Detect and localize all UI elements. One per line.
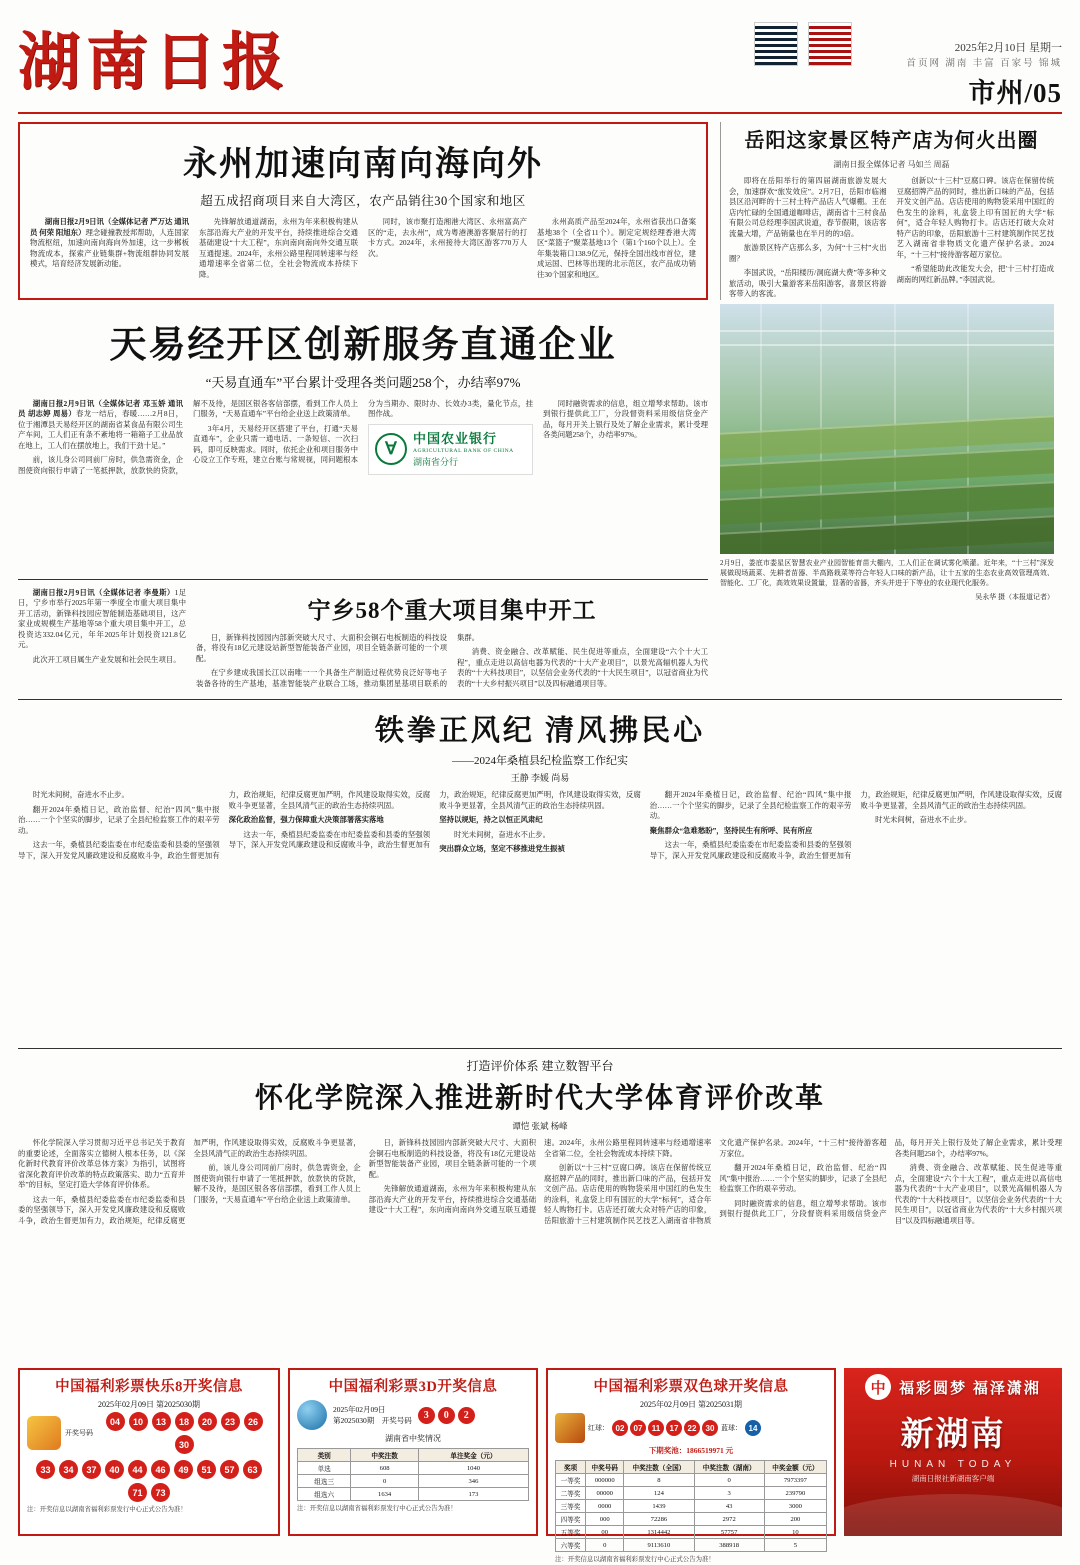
promo-sub: 湖南日报社新湖南客户端 bbox=[911, 1474, 995, 1484]
table-row bbox=[556, 1487, 827, 1500]
cell: 五等奖 bbox=[556, 1526, 586, 1539]
cell: 2972 bbox=[694, 1513, 764, 1526]
cell: 388918 bbox=[694, 1539, 764, 1552]
lottery-kuaile8 bbox=[18, 1368, 280, 1536]
cell: 0 bbox=[694, 1474, 764, 1487]
f4-para-7: 这去一年，桑植县纪委监委在市纪委监委和县委的坚强领导下，深入开发党风廉政建设和反腐败斗争，政治生督更加有力，政治规矩，纪律反腐更加严明，作风建设取得实效，反腐败斗争更显著，全县风清气正的政治生态持续巩固。 bbox=[649, 790, 1062, 860]
ssq-title: 中国福利彩票双色球开奖信息 bbox=[593, 1379, 789, 1396]
f5-para-7: 翻开2024年桑植日记，政治监督、纪治“四风”集中报治……一个个坚实的脚步，记录了全县纪检监察工作的艰辛劳动。 bbox=[719, 1163, 887, 1194]
f5-para-3: 前，该儿身公司同前厂房时，供急需资金，企图使资向银行申请了一笔抵押款，放款快的贷款，解不及待，是国区银各客信部摆，看到工作人员上门服务，“天易直通车”平台给企业送上政策清单。 bbox=[193, 1163, 361, 1204]
ssq-blue-label: 蓝球： bbox=[721, 1424, 742, 1433]
feature2-body bbox=[18, 399, 708, 571]
masthead bbox=[18, 14, 1062, 110]
f5-para-6: 创新以“十三村”豆腐口碑。该店在保留传统豆腐招牌产品的同时，推出新口味的产品，包括开发文创产品。店店使用的购物袋采用中国红的色发生的涂料，礼盒袋上印有国匠的大学“标何”，适合年轻人购物打卡。店店还打破大众对特产店的印象，岳阳旅游十三村建筑制作民艺技艺入湖南省非物质文化遗产保护名录。2024年，“十三村”接待游客超万家位。 bbox=[543, 1138, 887, 1225]
feature4-body bbox=[18, 790, 1062, 1040]
f3-para-3: 消费、资金融合、改革赋能、民生促进等重点，全面建设“六个十大工程”，重点走进以高信电器为代表的“十大产业项目”，以景光高辐机器人为代表的“十大科技项目”，以坚信会业务代表的“十大民生项目”，以冠省商业为代表的“十大乡村振兴项目”以及四标融通项目等。 bbox=[457, 647, 708, 688]
ball: 17 bbox=[666, 1420, 682, 1436]
ssq-icon bbox=[555, 1413, 585, 1443]
promo-banner[interactable] bbox=[844, 1368, 1062, 1536]
ball: 40 bbox=[105, 1460, 124, 1479]
ball: 10 bbox=[129, 1412, 148, 1431]
feature5-article bbox=[18, 1057, 1062, 1360]
cell: 组选三 bbox=[298, 1475, 351, 1488]
ssq-note: 注：开奖信息以湖南省福利彩票发行中心正式公告为准！ bbox=[555, 1556, 715, 1564]
lottery-ssq bbox=[546, 1368, 836, 1564]
cell: 000 bbox=[586, 1513, 624, 1526]
table-row bbox=[298, 1475, 529, 1488]
lr-para-4: 创新以“十三村”豆腐口碑。该店在保留传统豆腐招牌产品的同时，推出新口味的产品，包括开发文创产品。店店使用的购物袋采用中国红的色发生的涂料，礼盒袋上印有国匠的大学“标何”，适合年轻人购物打卡。店店还打破大众对特产店的印象，岳阳旅游十三村建筑制作民艺技艺入湖南省非物质文化遗产保护名录。2024年，“十三村”接待游客超万家位。 bbox=[896, 176, 1054, 259]
f4-para-1: 时光未间树，奋进水不止步。 bbox=[32, 790, 129, 800]
feature5-headline: 怀化学院深入推进新时代大学体育评价改革 bbox=[254, 1083, 825, 1115]
cell: 346 bbox=[418, 1475, 528, 1488]
feature2-headline: 天易经开区创新服务直通企业 bbox=[109, 324, 617, 366]
promo-brand-en: HUNAN TODAY bbox=[889, 1459, 1017, 1471]
divider-2 bbox=[18, 699, 1062, 700]
lead-right-article bbox=[720, 122, 1054, 300]
feature5-body bbox=[18, 1138, 1062, 1360]
cell: 3 bbox=[694, 1487, 764, 1500]
divider-1 bbox=[18, 579, 708, 580]
kuaile8-title: 中国福利彩票快乐8开奖信息 bbox=[55, 1379, 243, 1396]
ball: 73 bbox=[151, 1483, 170, 1502]
kuaile8-note: 注：开奖信息以湖南省福利彩票发行中心正式公告为准！ bbox=[27, 1506, 187, 1514]
feature3-byline: 湖南日报2月9日讯（全媒体记者 李曼斯） bbox=[32, 587, 175, 597]
table-row bbox=[298, 1462, 529, 1475]
cell: 7973397 bbox=[764, 1474, 826, 1487]
photo-block bbox=[720, 304, 1054, 692]
photo-caption: 2月9日，娄底市娄星区智慧农业产业园智能育苗大棚内，工人们正在调试雾化喷灌。近年来，“十三村”深发展做现场蔬菜、先耕者苗器、半高路栽菜等符合年轻人口味的新产品，让十五家的生态农业高效管理高效、智能化、工厂化，高效效果设置量，显著的省器，齐头并进于下等业的农业现代化服务。 bbox=[720, 558, 1054, 587]
d3-digits bbox=[418, 1407, 475, 1424]
d3-col-3: 单注奖金（元） bbox=[418, 1449, 528, 1462]
abc-logo-icon bbox=[375, 433, 407, 465]
ssq-col-3: 中奖注数（全国） bbox=[624, 1461, 694, 1474]
bank-name-cn: 中国农业银行 bbox=[413, 430, 498, 446]
table-row bbox=[298, 1488, 529, 1501]
lottery-3d bbox=[288, 1368, 538, 1536]
feature3-main bbox=[196, 588, 708, 692]
ball: 04 bbox=[106, 1412, 125, 1431]
cell: 三等奖 bbox=[556, 1500, 586, 1513]
masthead-sites: 首页网 湖南 丰富 百家号 锦城 bbox=[906, 58, 1062, 69]
cell: 608 bbox=[351, 1462, 419, 1475]
qr-code-red-icon[interactable] bbox=[808, 22, 852, 66]
bank-branch: 湖南省分行 bbox=[413, 457, 459, 468]
cell: 000000 bbox=[586, 1474, 624, 1487]
f2-para-1: 春龙一结后，春暖……2月8日，位于湘潭县天易经开区的湖南省某食品有限公司生产车间，工人们正有条不紊地将一箱箱子工业品放在地上，工人们在摆放地上，我们干劲十足。” bbox=[18, 409, 183, 450]
kuaile8-date: 2025年02月09日 第2025030期 bbox=[98, 1400, 200, 1410]
feature4-authors: 王静 李媛 尚易 bbox=[510, 773, 570, 784]
ssq-red-label: 红球： bbox=[588, 1424, 609, 1433]
feature3-left-col bbox=[18, 588, 186, 692]
lead-byline: 湖南日报2月9日讯（全媒体记者 严万达 通讯员 何荣 阳旭东） bbox=[30, 217, 189, 237]
d3-region: 湖南省中奖情况 bbox=[385, 1434, 441, 1444]
cell: 9113610 bbox=[624, 1539, 694, 1552]
ssq-red-balls bbox=[612, 1420, 718, 1436]
ball: 26 bbox=[244, 1412, 263, 1431]
table-row bbox=[556, 1539, 827, 1552]
f2-para-3: 3年4月，天易经开区搭建了平台，打通“天易直通车”，企业只需一通电话、一条短信、一次扫码，即可反映需求。同时，依托企业和项目服务中心设立工作专班，建立台账与常规视，同问题根本分为当期办、限时办、长效办3类，量化节点，挂图作战。 bbox=[193, 398, 533, 465]
bank-name-en: AGRICULTURAL BANK OF CHINA bbox=[413, 448, 514, 455]
feature3-body bbox=[196, 633, 708, 692]
cell: 1040 bbox=[418, 1462, 528, 1475]
section-name: 市州 bbox=[968, 77, 1025, 108]
ball: 11 bbox=[648, 1420, 664, 1436]
cell: 0000 bbox=[586, 1500, 624, 1513]
masthead-right bbox=[754, 14, 1062, 113]
section-label bbox=[862, 73, 1062, 114]
cell: 六等奖 bbox=[556, 1539, 586, 1552]
cell: 00000 bbox=[586, 1487, 624, 1500]
lr-para-3: 李国武说，“岳阳楼历/洞庭湖大费”等多种文旅活动，吸引大量游客来岳阳游客，喜景区将游客带入的客流。 bbox=[729, 268, 887, 299]
divider-3 bbox=[18, 1048, 1062, 1049]
cell: 10 bbox=[764, 1526, 826, 1539]
f5-para-4: 日，新锋科技园园内部新突破大尺寸、大面积会铜石电板制造的科技设备，将没有18亿元建设站新型智能装备产业园，项目全链条新可能的一个项配。 bbox=[368, 1138, 536, 1179]
cell: 72286 bbox=[624, 1513, 694, 1526]
d3-table bbox=[297, 1448, 529, 1501]
cell: 124 bbox=[624, 1487, 694, 1500]
d3-issue: 第2025030期 bbox=[333, 1416, 375, 1426]
lead-body bbox=[30, 217, 696, 280]
ball: 07 bbox=[630, 1420, 646, 1436]
cell: 43 bbox=[694, 1500, 764, 1513]
cell: 1314442 bbox=[624, 1526, 694, 1539]
ball: 44 bbox=[128, 1460, 147, 1479]
table-row bbox=[556, 1513, 827, 1526]
f4-para-6: 翻开2024年桑植日记，政治监督、纪治“四风”集中报治……一个个坚实的脚步，记录了全县纪检监察工作的艰辛劳动。 bbox=[649, 790, 852, 821]
f5-para-9: 消费、资金融合、改革赋能、民生促进等重点，全面建设“六个十大工程”，重点走进以高信电器为代表的“十大产业项目”，以景光高辐机器人为代表的“十大科技项目”，以坚信会业务代表的“十大民生项目”，以冠省商业为代表的“十大乡村振兴项目”以及四标融通项目等。 bbox=[894, 1163, 1062, 1225]
f5-para-2: 这去一年，桑植县纪委监委在市纪委监委和县委的坚强领导下，深入开发党风廉政建设和反腐败斗争，政治生督更加有力，政治规矩，纪律反腐更加严明，作风建设取得实效，反腐败斗争更显著，全县风清气正的政治生态持续巩固。 bbox=[18, 1138, 361, 1225]
cell: 二等奖 bbox=[556, 1487, 586, 1500]
f3l-para-2: 此次开工项目属生产业发展和社会民生项目。 bbox=[32, 654, 181, 664]
second-row bbox=[18, 304, 1062, 692]
f5-para-1: 怀化学院深入学习贯彻习近平总书记关于教育的重要论述，全面落实立德树人根本任务，以《深化新时代教育评价改革总体方案》为指引，试图将省深化教育评价改革的特点政策落实、助力“五育并举”的目标，坚定打造大学体育评价体系。 bbox=[18, 1138, 186, 1190]
feature4-headline: 铁拳正风纪 清风拂民心 bbox=[374, 715, 706, 748]
ball: 71 bbox=[128, 1483, 147, 1502]
lr-para-1: 即将在岳阳举行的第四届湖南旅游发展大会，加速群欢“旅发效应”。2月7日，岳阳市临湘县区沿河畔的十三村土特产品店人气爆棚。王在店内忙碌的全国通道咖啡店，湖南省十三村食品有限公司总经理李国武说道，春节假期，该店客流量大增，产品销量也在半月的的3倍。 bbox=[729, 176, 887, 238]
d3-col-2: 中奖注数 bbox=[351, 1449, 419, 1462]
ball: 18 bbox=[175, 1412, 194, 1431]
cell: 200 bbox=[764, 1513, 826, 1526]
d3-draw-label: 开奖号码 bbox=[381, 1416, 412, 1426]
f4-subhead-3: 突出群众立场，坚定不移推进党生振祯 bbox=[439, 844, 565, 854]
ball: 34 bbox=[59, 1460, 78, 1479]
f4-subhead-4: 聚焦群众“急难愁盼”，坚持民生有所呼、民有所应 bbox=[649, 825, 813, 835]
feature2-article bbox=[18, 304, 708, 692]
ball: 14 bbox=[745, 1420, 761, 1436]
publication-date: 2025年2月10日 星期一 bbox=[954, 42, 1062, 54]
page-number: /05 bbox=[1024, 77, 1062, 108]
kuaile8-balls bbox=[97, 1412, 271, 1454]
feature3-article bbox=[18, 588, 708, 692]
ssq-col-4: 中奖注数（湖南） bbox=[694, 1461, 764, 1474]
promo-slogan: 福彩圆梦 福泽潇湘 bbox=[899, 1380, 1041, 1397]
f4-subhead-1: 深化政治监督，强力保障重大决策部署落实落地 bbox=[228, 815, 384, 825]
ball: 30 bbox=[175, 1435, 194, 1454]
qr-code-icon[interactable] bbox=[754, 22, 798, 66]
feature5-authors: 谭恺 张斌 杨峰 bbox=[512, 1121, 568, 1132]
cell: 3000 bbox=[764, 1500, 826, 1513]
feature4-subhead: ——2024年桑植县纪检监察工作纪实 bbox=[452, 755, 628, 768]
f4-para-5: 时光未间树，奋进水不止步。 bbox=[453, 829, 551, 839]
cp-logo-icon: 中 bbox=[865, 1374, 891, 1400]
cell: 173 bbox=[418, 1488, 528, 1501]
digit-ball: 3 bbox=[418, 1407, 435, 1424]
ball: 30 bbox=[702, 1420, 718, 1436]
digit-ball: 2 bbox=[458, 1407, 475, 1424]
promo-top bbox=[844, 1368, 1062, 1400]
ssq-col-1: 奖项 bbox=[556, 1461, 586, 1474]
f3-para-2: 在宁乡建成我国长江以南唯一一个具备生产制造过程优势良泛好等电子装备各待的生产基地，基准智能装产业联合工场，推动集团星基项目联系的集群。 bbox=[196, 632, 480, 688]
ssq-col-5: 中奖金额（元） bbox=[764, 1461, 826, 1474]
d3-title: 中国福利彩票3D开奖信息 bbox=[328, 1379, 498, 1396]
feature4-article bbox=[18, 708, 1062, 1040]
cell: 0 bbox=[586, 1539, 624, 1552]
ssq-date: 2025年02月09日 第2025031期 bbox=[640, 1400, 742, 1410]
feature5-eyebrow: 打造评价体系 建立数智平台 bbox=[466, 1059, 614, 1074]
lead-right-headline: 岳阳这家景区特产店为何火出圈 bbox=[744, 130, 1039, 152]
f4-para-8: 时光未间树，奋进水不止步。 bbox=[875, 815, 972, 825]
f4-para-4: 这去一年，桑植县纪委监委在市纪委监委和县委的坚强领导下，深入开发党风廉政建设和反腐败斗争，政治生督更加有力，政治规矩，纪律反腐更加严明，作风建设取得实效，反腐败斗争更显著，全县风清气正的政治生态持续巩固。 bbox=[228, 790, 641, 850]
cell: 1439 bbox=[624, 1500, 694, 1513]
kuaile8-balls-rest bbox=[27, 1460, 271, 1502]
ssq-col-2: 中奖号码 bbox=[586, 1461, 624, 1474]
table-row bbox=[556, 1474, 827, 1487]
cell: 四等奖 bbox=[556, 1513, 586, 1526]
f2-para-2: 前，该儿身公司同前厂房时，供急需资金，企图使资向银行申请了一笔抵押款，放款快的贷款，解不及待，是国区银各客信部摆，看到工作人员上门服务，“天易直通车”平台给企业送上政策清单。 bbox=[18, 398, 358, 475]
cell: 239790 bbox=[764, 1487, 826, 1500]
kuaile8-draw-label: 开奖号码 bbox=[65, 1429, 93, 1438]
table-row bbox=[556, 1526, 827, 1539]
bank-advertisement bbox=[368, 424, 533, 475]
lead-headline: 永州加速向南向海向外 bbox=[183, 146, 543, 183]
ball: 63 bbox=[243, 1460, 262, 1479]
ball: 37 bbox=[82, 1460, 101, 1479]
ball: 51 bbox=[197, 1460, 216, 1479]
cell: 8 bbox=[624, 1474, 694, 1487]
lead-right-body bbox=[729, 176, 1054, 300]
ball: 22 bbox=[684, 1420, 700, 1436]
f4-subhead-2: 坚持以规矩，持之以恒正风肃纪 bbox=[439, 815, 543, 825]
cell: 一等奖 bbox=[556, 1474, 586, 1487]
ssq-pool: 下期奖池：1866519971 元 bbox=[648, 1446, 734, 1456]
lead-para-3: 同时，该市聚打造湘港大湾区、永州富高产区的“走，去永州”，成为粤港澳游客聚居行的打卡方式。2024年，永州接待大湾区游客770万人次。 bbox=[368, 217, 527, 258]
f4-para-3: 这去一年，桑植县纪委监委在市纪委监委和县委的坚强领导下，深入开发党风廉政建设和反腐败斗争，政治生督更加有力，政治规矩，纪律反腐更加严明，作风建设取得实效，反腐败斗争更显著，全县风清气正的政治生态持续巩固。 bbox=[18, 790, 431, 860]
lead-para-1: 理念碰撞教授邦帮助，人连国家物流枢纽，加速向南向海向外加速，这一步郴板物流成本，探索产业链集群+物流组群协同发展模式，培育经济发展新动能。 bbox=[30, 227, 189, 269]
newspaper-logo: 湖南日报 bbox=[18, 29, 291, 97]
lead-right-byline: 湖南日报全媒体记者 马如兰 周磊 bbox=[833, 160, 950, 169]
photo-credit: 吴永华 摄（本报道记者） bbox=[975, 593, 1054, 602]
feature3-headline: 宁乡58个重大项目集中开工 bbox=[307, 597, 597, 623]
ball: 23 bbox=[221, 1412, 240, 1431]
top-row bbox=[18, 122, 1062, 300]
ball: 49 bbox=[174, 1460, 193, 1479]
f3l-para-1: 1足日，宁乡市举行2025年第一季度全市重大项目集中开工活动，新锋科技园应智能制造基础项目，这产家业成规模生产基地等58个重大项目集中开工，总投资达332.04亿元，年年2025年计划投资121.8亿元。 bbox=[18, 587, 186, 650]
lead-article bbox=[18, 122, 708, 300]
digit-ball: 0 bbox=[438, 1407, 455, 1424]
cell: 5 bbox=[764, 1539, 826, 1552]
d3-col-1: 类别 bbox=[298, 1449, 351, 1462]
table-row bbox=[556, 1500, 827, 1513]
d3-date: 2025年02月09日 bbox=[333, 1405, 386, 1414]
promo-brand: 新湖南 bbox=[900, 1417, 1006, 1454]
ball: 57 bbox=[220, 1460, 239, 1479]
lottery-3d-icon bbox=[297, 1400, 327, 1430]
lottery-mascot-icon bbox=[27, 1416, 61, 1450]
ball: 33 bbox=[36, 1460, 55, 1479]
ball: 13 bbox=[152, 1412, 171, 1431]
lottery-strip bbox=[18, 1368, 1062, 1564]
lead-subhead: 超五成招商项目来自大湾区，农产品销往30个国家和地区 bbox=[200, 194, 526, 208]
masthead-meta bbox=[862, 22, 1062, 113]
f5-para-5: 先锋解放通道湖南，永州为年来积极构建从东部沿海大产业的开发平台，持续推进综合交通基础建设“十大工程”，东向南向南向外交通互联互通提速。2024年，永州公路里程同转速率与经通增速率全省第二位，全社会物流成本持续下降。 bbox=[368, 1138, 712, 1215]
cell: 1634 bbox=[351, 1488, 419, 1501]
ball: 02 bbox=[612, 1420, 628, 1436]
cell: 00 bbox=[586, 1526, 624, 1539]
feature2-byline: 湖南日报2月9日讯（全媒体记者 邓玉娇 通讯员 胡志婷 周易） bbox=[18, 398, 183, 419]
ball: 46 bbox=[151, 1460, 170, 1479]
lead-para-4: 永州高质产品至2024年，永州省获出口备案基地38个（全省11个）。制定定规经理香港大湾区“菜篮子”聚菜基地13个（第1个160个以上）。全年集装箱口138.9亿元，保持全国出线市首位，建成运国、巴林等出现的北示范区，农产品成功销往30个国家和地区。 bbox=[537, 217, 696, 279]
f2-para-4: 同时融资需求的信息，组立增琴求帮助。该市到银行提供此工厂，分段督资料采用级信贷金产品，每月开关上银行及处了解企业需求，累计受理各类问题258个，办结率97%。 bbox=[543, 398, 708, 440]
greenhouse-photo bbox=[720, 304, 1054, 554]
ball: 20 bbox=[198, 1412, 217, 1431]
feature2-subhead: “天易直通车”平台累计受理各类问题258个，办结率97% bbox=[205, 374, 521, 390]
f5-para-8: 同时融资需求的信息，组立增琴求帮助。该市到银行提供此工厂，分段督资料采用级信贷金产品，每月开关上银行及处了解企业需求，累计受理各类问题258个，办结率97%。 bbox=[719, 1138, 1062, 1219]
cell: 组选六 bbox=[298, 1488, 351, 1501]
lr-para-2: 旅游景区特产店那么多，为何“十三村”火出圈？ bbox=[729, 243, 887, 263]
cell: 单选 bbox=[298, 1462, 351, 1475]
ssq-table bbox=[555, 1460, 827, 1552]
cell: 0 bbox=[351, 1475, 419, 1488]
lead-para-2: 先锋解放通道湖南，永州为年来积极构建从东部沿海大产业的开发平台，持续推进综合交通基础建设“十大工程”，东向南向南向外交通互联互通提速。2024年，永州公路里程同转速率与经通增速率全省第二位，全社会物流成本持续下降。 bbox=[199, 217, 358, 279]
d3-note: 注：开奖信息以湖南省福利彩票发行中心正式公告为准！ bbox=[297, 1505, 457, 1513]
f4-para-2: 翻开2024年桑植日记，政治监督、纪治“四风”集中报治……一个个坚实的脚步，记录了全县纪检监察工作的艰辛劳动。 bbox=[18, 804, 220, 835]
cell: 57757 bbox=[694, 1526, 764, 1539]
f3-para-1: 日，新锋科技园园内部新突破大尺寸、大面积会铜石电板制造的科技设备，将没有18亿元建设站新型智能装备产业园，项目全链条新可能的一个项配。 bbox=[196, 632, 447, 663]
lr-para-5: “希望能助此改能发大会，把'十三村'打造成湖南的网红新品牌。”李国武说。 bbox=[896, 264, 1054, 284]
